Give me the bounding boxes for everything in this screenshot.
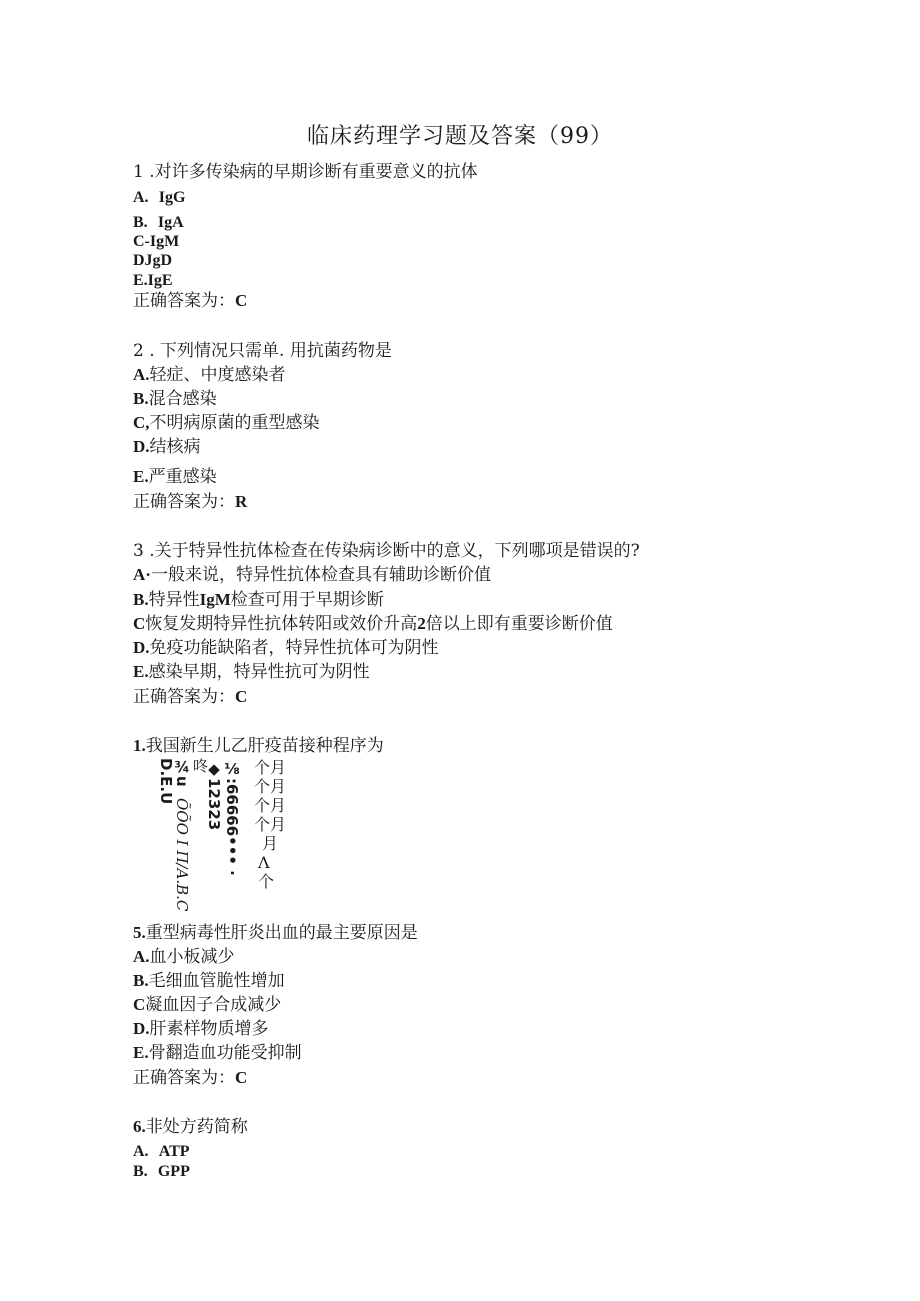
answer-prefix: 正确答案为： bbox=[133, 492, 235, 512]
option-text: IgA bbox=[157, 214, 184, 231]
option-label: C-IgM bbox=[133, 233, 180, 250]
option-label: DJgD bbox=[133, 252, 173, 269]
q6-option-b bbox=[133, 1160, 190, 1183]
q5-answer bbox=[133, 1067, 247, 1089]
q5-option-a bbox=[133, 946, 235, 968]
option-text: 凝血因子合成减少 bbox=[145, 995, 282, 1015]
question-1-stem: 1 .对许多传染病的早期诊断有重要意义的抗体 bbox=[133, 162, 478, 182]
answer-prefix: 正确答案为： bbox=[133, 1068, 235, 1088]
option-text-rest: 检查可用于早期诊断 bbox=[230, 590, 384, 610]
month-text: 个月 bbox=[254, 815, 287, 834]
option-text: 严重感染 bbox=[148, 467, 217, 487]
question-4-stem bbox=[133, 735, 384, 757]
option-text: 特异性 bbox=[148, 590, 200, 610]
option-label: E.IgE bbox=[133, 272, 173, 289]
option-label: A. bbox=[133, 365, 150, 384]
option-label: E. bbox=[133, 662, 149, 681]
answer-value: C bbox=[235, 687, 248, 706]
option-text: IgG bbox=[158, 189, 186, 206]
q2-option-a bbox=[133, 364, 286, 386]
answer-value: C bbox=[235, 1068, 248, 1087]
option-label: D. bbox=[133, 638, 150, 657]
question-number: 1. bbox=[133, 736, 146, 755]
month-text: 个月 bbox=[254, 758, 287, 777]
option-text: 感染早期，特异性抗可为阴性 bbox=[148, 662, 370, 682]
q1-option-a bbox=[133, 186, 185, 209]
q2-answer bbox=[133, 491, 247, 513]
garbled-column: D.E.U bbox=[157, 758, 175, 805]
q1-option-e bbox=[133, 269, 173, 292]
month-text: 月 bbox=[262, 834, 279, 853]
month-column bbox=[254, 758, 287, 891]
answer-value: R bbox=[235, 492, 248, 511]
option-text: 毛细血管脆性增加 bbox=[148, 971, 285, 991]
option-label: D. bbox=[133, 1019, 150, 1038]
answer-prefix: 正确答案为： bbox=[133, 291, 235, 311]
option-text: 骨翻造血功能受抑制 bbox=[148, 1043, 302, 1063]
q3-answer bbox=[133, 686, 247, 708]
garbled-column: ◆12323 bbox=[205, 760, 223, 831]
q2-option-d bbox=[133, 436, 201, 458]
option-text: 免疫功能缺陷者，特异性抗体可为阴性 bbox=[149, 638, 439, 658]
question-3-stem: 3 .关于特异性抗体检查在传染病诊断中的意义，下列哪项是错误的? bbox=[133, 541, 640, 561]
option-label: B. bbox=[133, 214, 148, 231]
option-text: GPP bbox=[157, 1163, 190, 1180]
question-text: 我国新生儿乙肝疫苗接种程序为 bbox=[145, 736, 384, 756]
q3-option-b bbox=[133, 589, 384, 611]
option-label: A· bbox=[133, 565, 151, 584]
garbled-column: ¾u bbox=[173, 758, 191, 787]
q3-option-d bbox=[133, 637, 439, 659]
month-text: 个月 bbox=[254, 796, 287, 815]
option-label: B. bbox=[133, 389, 149, 408]
q3-option-c bbox=[133, 613, 613, 635]
garbled-column: ⅛:66666••• · bbox=[223, 760, 241, 876]
question-2-stem: 2 . 下列情况只需单. 用抗菌药物是 bbox=[133, 341, 392, 361]
option-label: B. bbox=[133, 1163, 148, 1180]
option-label: C, bbox=[133, 413, 150, 432]
q3-option-e bbox=[133, 661, 370, 683]
garbled-options-block bbox=[152, 758, 287, 912]
q2-option-e bbox=[133, 466, 217, 488]
option-label: C bbox=[133, 995, 146, 1014]
garbled-column: ÕÕO I Π/A.B.C bbox=[173, 798, 191, 912]
question-6-stem bbox=[133, 1116, 248, 1138]
q1-answer bbox=[133, 290, 247, 312]
question-5-stem bbox=[133, 922, 418, 944]
option-text: 混合感染 bbox=[148, 389, 217, 409]
option-label: C bbox=[133, 614, 146, 633]
option-label: E. bbox=[133, 1043, 149, 1062]
option-label: A. bbox=[133, 1143, 149, 1160]
option-label: B. bbox=[133, 590, 149, 609]
month-text: Λ bbox=[258, 853, 270, 872]
option-bold-term: 2 bbox=[417, 614, 426, 633]
q5-option-e bbox=[133, 1042, 302, 1064]
option-text: ATP bbox=[158, 1143, 190, 1160]
option-label: B. bbox=[133, 971, 149, 990]
option-label: A. bbox=[133, 189, 149, 206]
option-text-rest: 倍以上即有重要诊断价值 bbox=[425, 614, 613, 634]
page-title: 临床药理学习题及答案（99） bbox=[307, 124, 613, 149]
month-text: 个 bbox=[258, 872, 275, 891]
option-text: 轻症、中度感染者 bbox=[149, 365, 286, 385]
month-text: 个月 bbox=[254, 777, 287, 796]
option-text: 一般来说，特异性抗体检查具有辅助诊断价值 bbox=[150, 565, 491, 585]
option-label: A. bbox=[133, 947, 150, 966]
q3-option-a bbox=[133, 564, 491, 586]
question-number: 5. bbox=[133, 923, 146, 942]
question-number: 6. bbox=[133, 1117, 146, 1136]
option-text: 血小板减少 bbox=[149, 947, 235, 967]
option-bold-term: IgM bbox=[199, 590, 231, 609]
option-label: D. bbox=[133, 437, 150, 456]
q5-option-b bbox=[133, 970, 285, 992]
option-text: 结核病 bbox=[149, 437, 201, 457]
question-text: 重型病毒性肝炎出血的最主要原因是 bbox=[145, 923, 418, 943]
option-text: 肝素样物质增多 bbox=[149, 1019, 269, 1039]
q5-option-d bbox=[133, 1018, 269, 1040]
question-text: 非处方药简称 bbox=[145, 1117, 248, 1137]
option-label: E. bbox=[133, 467, 149, 486]
option-text: 恢复发期特异性抗体转阳或效价升高 bbox=[145, 614, 418, 634]
q5-option-c bbox=[133, 994, 281, 1016]
q2-option-b bbox=[133, 388, 217, 410]
answer-value: C bbox=[235, 291, 248, 310]
garbled-column: 咚 bbox=[191, 758, 209, 773]
option-text: 不明病原菌的重型感染 bbox=[149, 413, 320, 433]
answer-prefix: 正确答案为： bbox=[133, 687, 235, 707]
q2-option-c bbox=[133, 412, 320, 434]
